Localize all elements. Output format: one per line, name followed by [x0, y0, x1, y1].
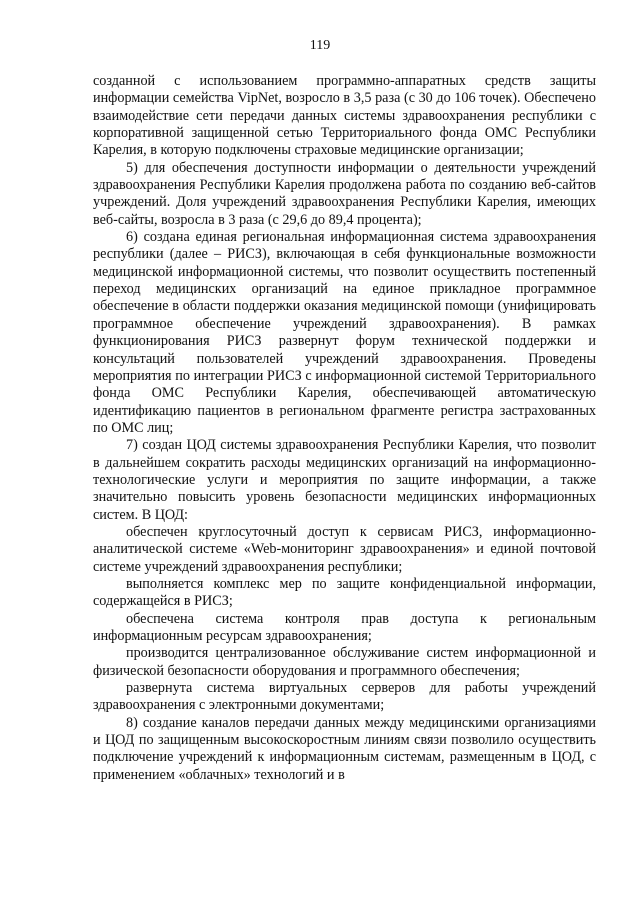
paragraph-4: 7) создан ЦОД системы здравоохранения Республики Карелия, что позволит в дальнейшем сократить расходы медицинских организаций на информационно-технологические услуги и мероприятия по защите информации, а также значительно повысить уровень безопасности медицинских информационных систем. В ЦОД:	[93, 437, 596, 523]
paragraph-10: 8) создание каналов передачи данных между медицинскими организациями и ЦОД по защищенным высокоскоростным линиям связи позволило осуществить подключение учреждений к информационным системам, размещенным в ЦОД, с применением «облачных» технологий и в	[93, 714, 596, 783]
body-text	[93, 73, 596, 784]
paragraph-7: обеспечена система контроля прав доступа к региональным информационным ресурсам здравоохранения;	[93, 610, 596, 644]
paragraph-1: созданной с использованием программно-аппаратных средств защиты информации семейства VipNet, возросло в 3,5 раза (с 30 до 106 точек). Обеспечено взаимодействие сети передачи данных системы здравоохранения республики с корпоративной защищенной сетью Территориального фонда ОМС Республики Карелия, в которую подключены страховые медицинские организации;	[93, 73, 596, 159]
paragraph-6: выполняется комплекс мер по защите конфиденциальной информации, содержащейся в РИСЗ;	[93, 575, 596, 610]
paragraph-8: производится централизованное обслуживание систем информационной и физической безопасности оборудования и программного обеспечения;	[93, 645, 596, 679]
paragraph-9: развернута система виртуальных серверов для работы учреждений здравоохранения с электронными документами;	[93, 680, 596, 714]
paragraph-2: 5) для обеспечения доступности информации о деятельности учреждений здравоохранения Республики Карелия продолжена работа по созданию веб-сайтов учреждений. Доля учреждений здравоохранения Республики Карелия, имеющих веб-сайты, возросла в 3 раза (с 29,6 до 89,4 процента);	[93, 159, 596, 228]
page-number: 119	[309, 38, 331, 53]
paragraph-5: обеспечен круглосуточный доступ к сервисам РИСЗ, информационно-аналитической системе «Web-мониторинг здравоохранения» и единой почтовой системе учреждений здравоохранения республики;	[93, 523, 596, 575]
paragraph-3: 6) создана единая региональная информационная система здравоохранения республики (далее – РИСЗ), включающая в себя функциональные возможности медицинской информационной системы, что позволит осуществить постепенный переход медицинских организаций на единое прикладное программное обеспечение в области поддержки оказания медицинской помощи (унифицировать программное обеспечение учреждений здравоохранения). В рамках функционирования РИСЗ развернут форум технической поддержки и консультаций пользователей учреждений здравоохранения. Проведены мероприятия по интеграции РИСЗ с информационной системой Территориального фонда ОМС Республики Карелия, обеспечивающей автоматическую идентификацию пациентов в региональном фрагменте регистра застрахованных по ОМС лиц;	[93, 229, 596, 436]
